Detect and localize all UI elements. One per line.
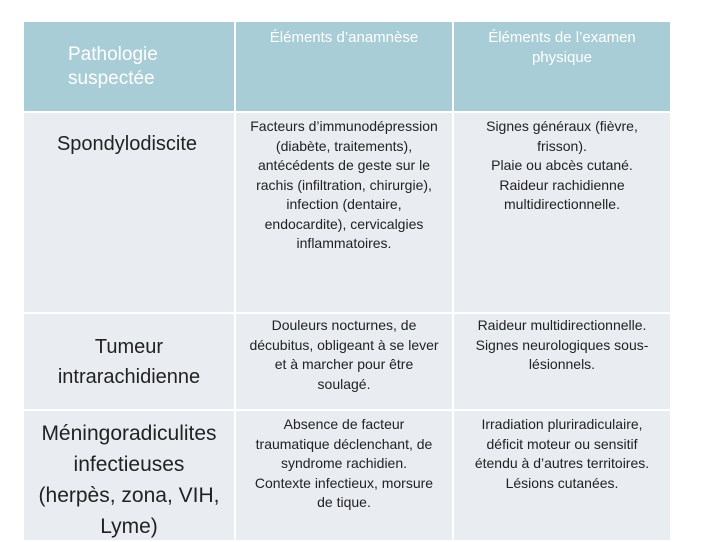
anamnesis-text: Facteurs d’immunodépression (diabète, traitements), antécédents de geste sur le rachis (infiltration, chirurgie), infection (dentaire, endocardite), cervicalgies inflammatoires. bbox=[250, 118, 438, 251]
header-anamnesis bbox=[236, 22, 452, 111]
header-exam-label: Éléments de l’examen physique bbox=[488, 29, 636, 66]
pathology-label: Méningoradiculites infectieuses (herpès, zona, VIH, Lyme) bbox=[38, 421, 220, 538]
row-2-exam bbox=[454, 314, 670, 409]
row-2-anamnesis bbox=[236, 314, 452, 409]
row-2-pathology bbox=[24, 314, 234, 409]
row-3-exam bbox=[454, 411, 670, 540]
header-anamnesis-label: Éléments d’anamnèse bbox=[269, 29, 419, 46]
header-pathology-label: Pathologie suspectée bbox=[68, 43, 158, 89]
exam-text: Raideur multidirectionnelle. Signes neurologiques sous- lésionnels. bbox=[475, 317, 649, 372]
row-3-pathology bbox=[24, 411, 234, 540]
anamnesis-text: Absence de facteur traumatique déclenchant, de syndrome rachidien. Contexte infectieux, morsure de tique. bbox=[254, 416, 434, 510]
exam-text: Irradiation pluriradiculaire, déficit moteur ou sensitif étendu à d’autres territoires. Lésions cutanées. bbox=[474, 416, 650, 491]
row-1-exam bbox=[454, 113, 670, 312]
row-1-anamnesis bbox=[236, 113, 452, 312]
header-exam bbox=[454, 22, 670, 111]
anamnesis-text: Douleurs nocturnes, de décubitus, obligeant à se lever et à marcher pour être soulagé. bbox=[249, 317, 439, 392]
header-pathology bbox=[24, 22, 234, 111]
diagnosis-table bbox=[24, 22, 670, 540]
row-3-anamnesis bbox=[236, 411, 452, 540]
exam-text: Signes généraux (fièvre, frisson). Plaie ou abcès cutané. Raideur rachidienne multidirectionnelle. bbox=[486, 118, 638, 212]
pathology-label: Tumeur intrarachidienne bbox=[57, 335, 201, 388]
row-1-pathology bbox=[24, 113, 234, 312]
pathology-label: Spondylodiscite bbox=[56, 133, 198, 155]
